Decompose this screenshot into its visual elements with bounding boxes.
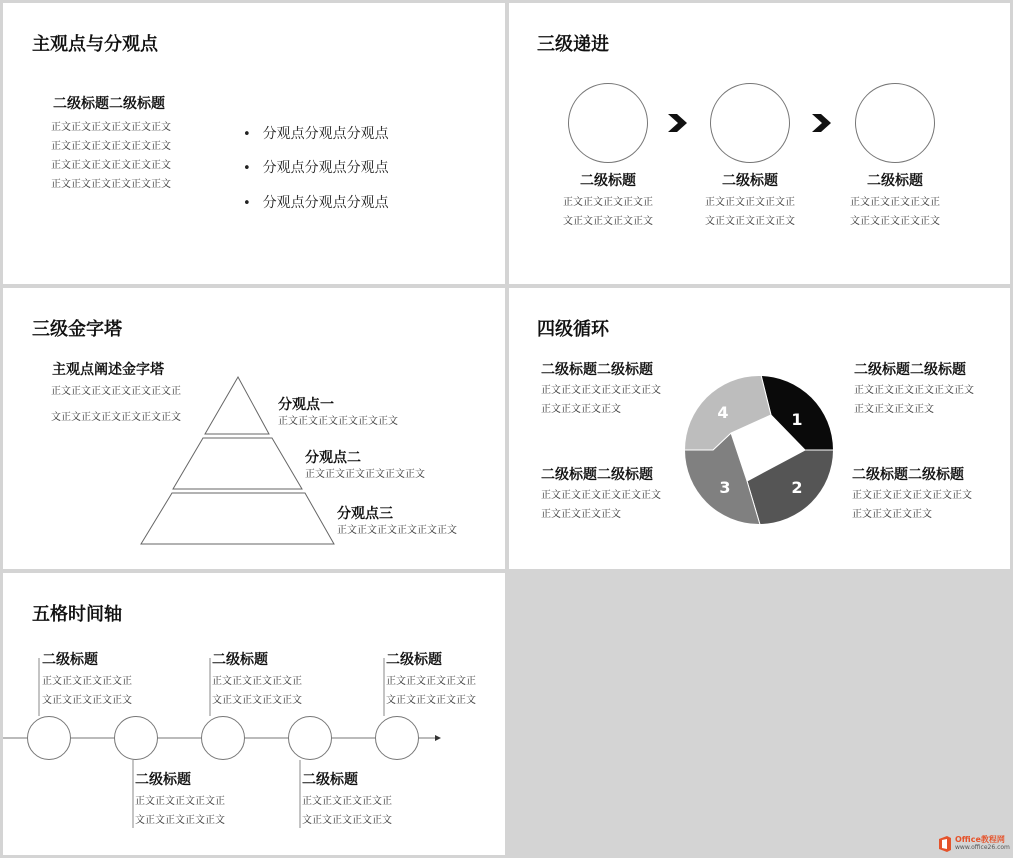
sub-heading: 二级标题二级标题 — [53, 96, 165, 112]
timeline-node — [288, 716, 332, 760]
segment-label: 3 — [719, 478, 731, 497]
slide-three-step-progression[interactable] — [509, 3, 1010, 284]
timeline-item: 二级标题 正文正文正文正文正 文正文正文正文正文 — [212, 652, 302, 706]
cycle-text-block: 二级标题二级标题 正文正文正文正文正文正文 正文正文正文正文 — [854, 362, 974, 415]
timeline-item: 二级标题 正文正文正文正文正 文正文正文正文正文 — [386, 652, 476, 706]
pyramid-middle — [173, 438, 302, 489]
timeline-item: 二级标题 正文正文正文正文正 文正文正文正文正文 — [42, 652, 132, 706]
step-text: 二级标题 正文正文正文正文正 文正文正文正文正文 — [705, 173, 795, 227]
pyramid-top — [205, 377, 269, 434]
step-circle — [568, 83, 648, 163]
slide-title: 三级金字塔 — [32, 319, 122, 340]
segment-label: 4 — [717, 403, 729, 422]
cycle-text-block: 二级标题二级标题 正文正文正文正文正文正文 正文正文正文正文 — [852, 467, 972, 520]
slide-title: 主观点与分观点 — [32, 34, 158, 55]
pyramid-body-line: 文正文正文正文正文正文正文 — [51, 412, 181, 423]
slide-three-level-pyramid[interactable] — [3, 288, 505, 569]
slide-five-item-timeline[interactable] — [3, 573, 505, 855]
cycle-text-block: 二级标题二级标题 正文正文正文正文正文正文 正文正文正文正文 — [541, 467, 661, 520]
bullet-item: • 分观点分观点分观点 — [243, 157, 389, 177]
arrow-head-icon — [435, 735, 441, 741]
pyramid-body-line: 正文正文正文正文正文正文正 — [51, 386, 181, 397]
bullet-item: • 分观点分观点分观点 — [243, 192, 389, 212]
level-label: 分观点二 正文正文正文正文正文正文 — [305, 450, 425, 480]
timeline-node — [114, 716, 158, 760]
body-text: 正文正文正文正文正文正文 正文正文正文正文正文正文 正文正文正文正文正文正文 正文正文正文正文正文正文 — [51, 122, 171, 190]
step-text: 二级标题 正文正文正文正文正 文正文正文正文正文 — [563, 173, 653, 227]
segment-label: 1 — [791, 410, 803, 429]
timeline-item: 二级标题 正文正文正文正文正 文正文正文正文正文 — [302, 772, 392, 826]
cycle-text-block: 二级标题二级标题 正文正文正文正文正文正文 正文正文正文正文 — [541, 362, 661, 415]
step-circle — [710, 83, 790, 163]
chevron-right-icon — [812, 114, 832, 132]
pyramid-bottom — [141, 493, 334, 544]
slide-four-stage-cycle[interactable] — [509, 288, 1010, 569]
chevron-right-icon — [668, 114, 688, 132]
timeline-node — [375, 716, 419, 760]
office-logo-icon — [937, 836, 953, 852]
segment-label: 2 — [791, 478, 803, 497]
step-circle — [855, 83, 935, 163]
pyramid-heading: 主观点阐述金字塔 — [52, 362, 164, 378]
bullet-item: • 分观点分观点分观点 — [243, 123, 389, 143]
timeline-node — [27, 716, 71, 760]
watermark-logo — [937, 835, 1010, 853]
cycle-diagram — [509, 288, 1010, 569]
level-label: 分观点三 正文正文正文正文正文正文 — [337, 506, 457, 536]
watermark-text: Office教程网 — [955, 835, 1005, 844]
slide-title: 五格时间轴 — [32, 604, 122, 625]
timeline-node — [201, 716, 245, 760]
slide-title: 三级递进 — [537, 34, 609, 55]
step-text: 二级标题 正文正文正文正文正 文正文正文正文正文 — [850, 173, 940, 227]
watermark-url: www.office26.com — [955, 844, 1010, 851]
level-label: 分观点一 正文正文正文正文正文正文 — [278, 397, 398, 427]
slide-main-and-sub-points[interactable] — [3, 3, 505, 284]
timeline-item: 二级标题 正文正文正文正文正 文正文正文正文正文 — [135, 772, 225, 826]
timeline-axis — [3, 573, 505, 855]
slide-title: 四级循环 — [537, 319, 609, 340]
